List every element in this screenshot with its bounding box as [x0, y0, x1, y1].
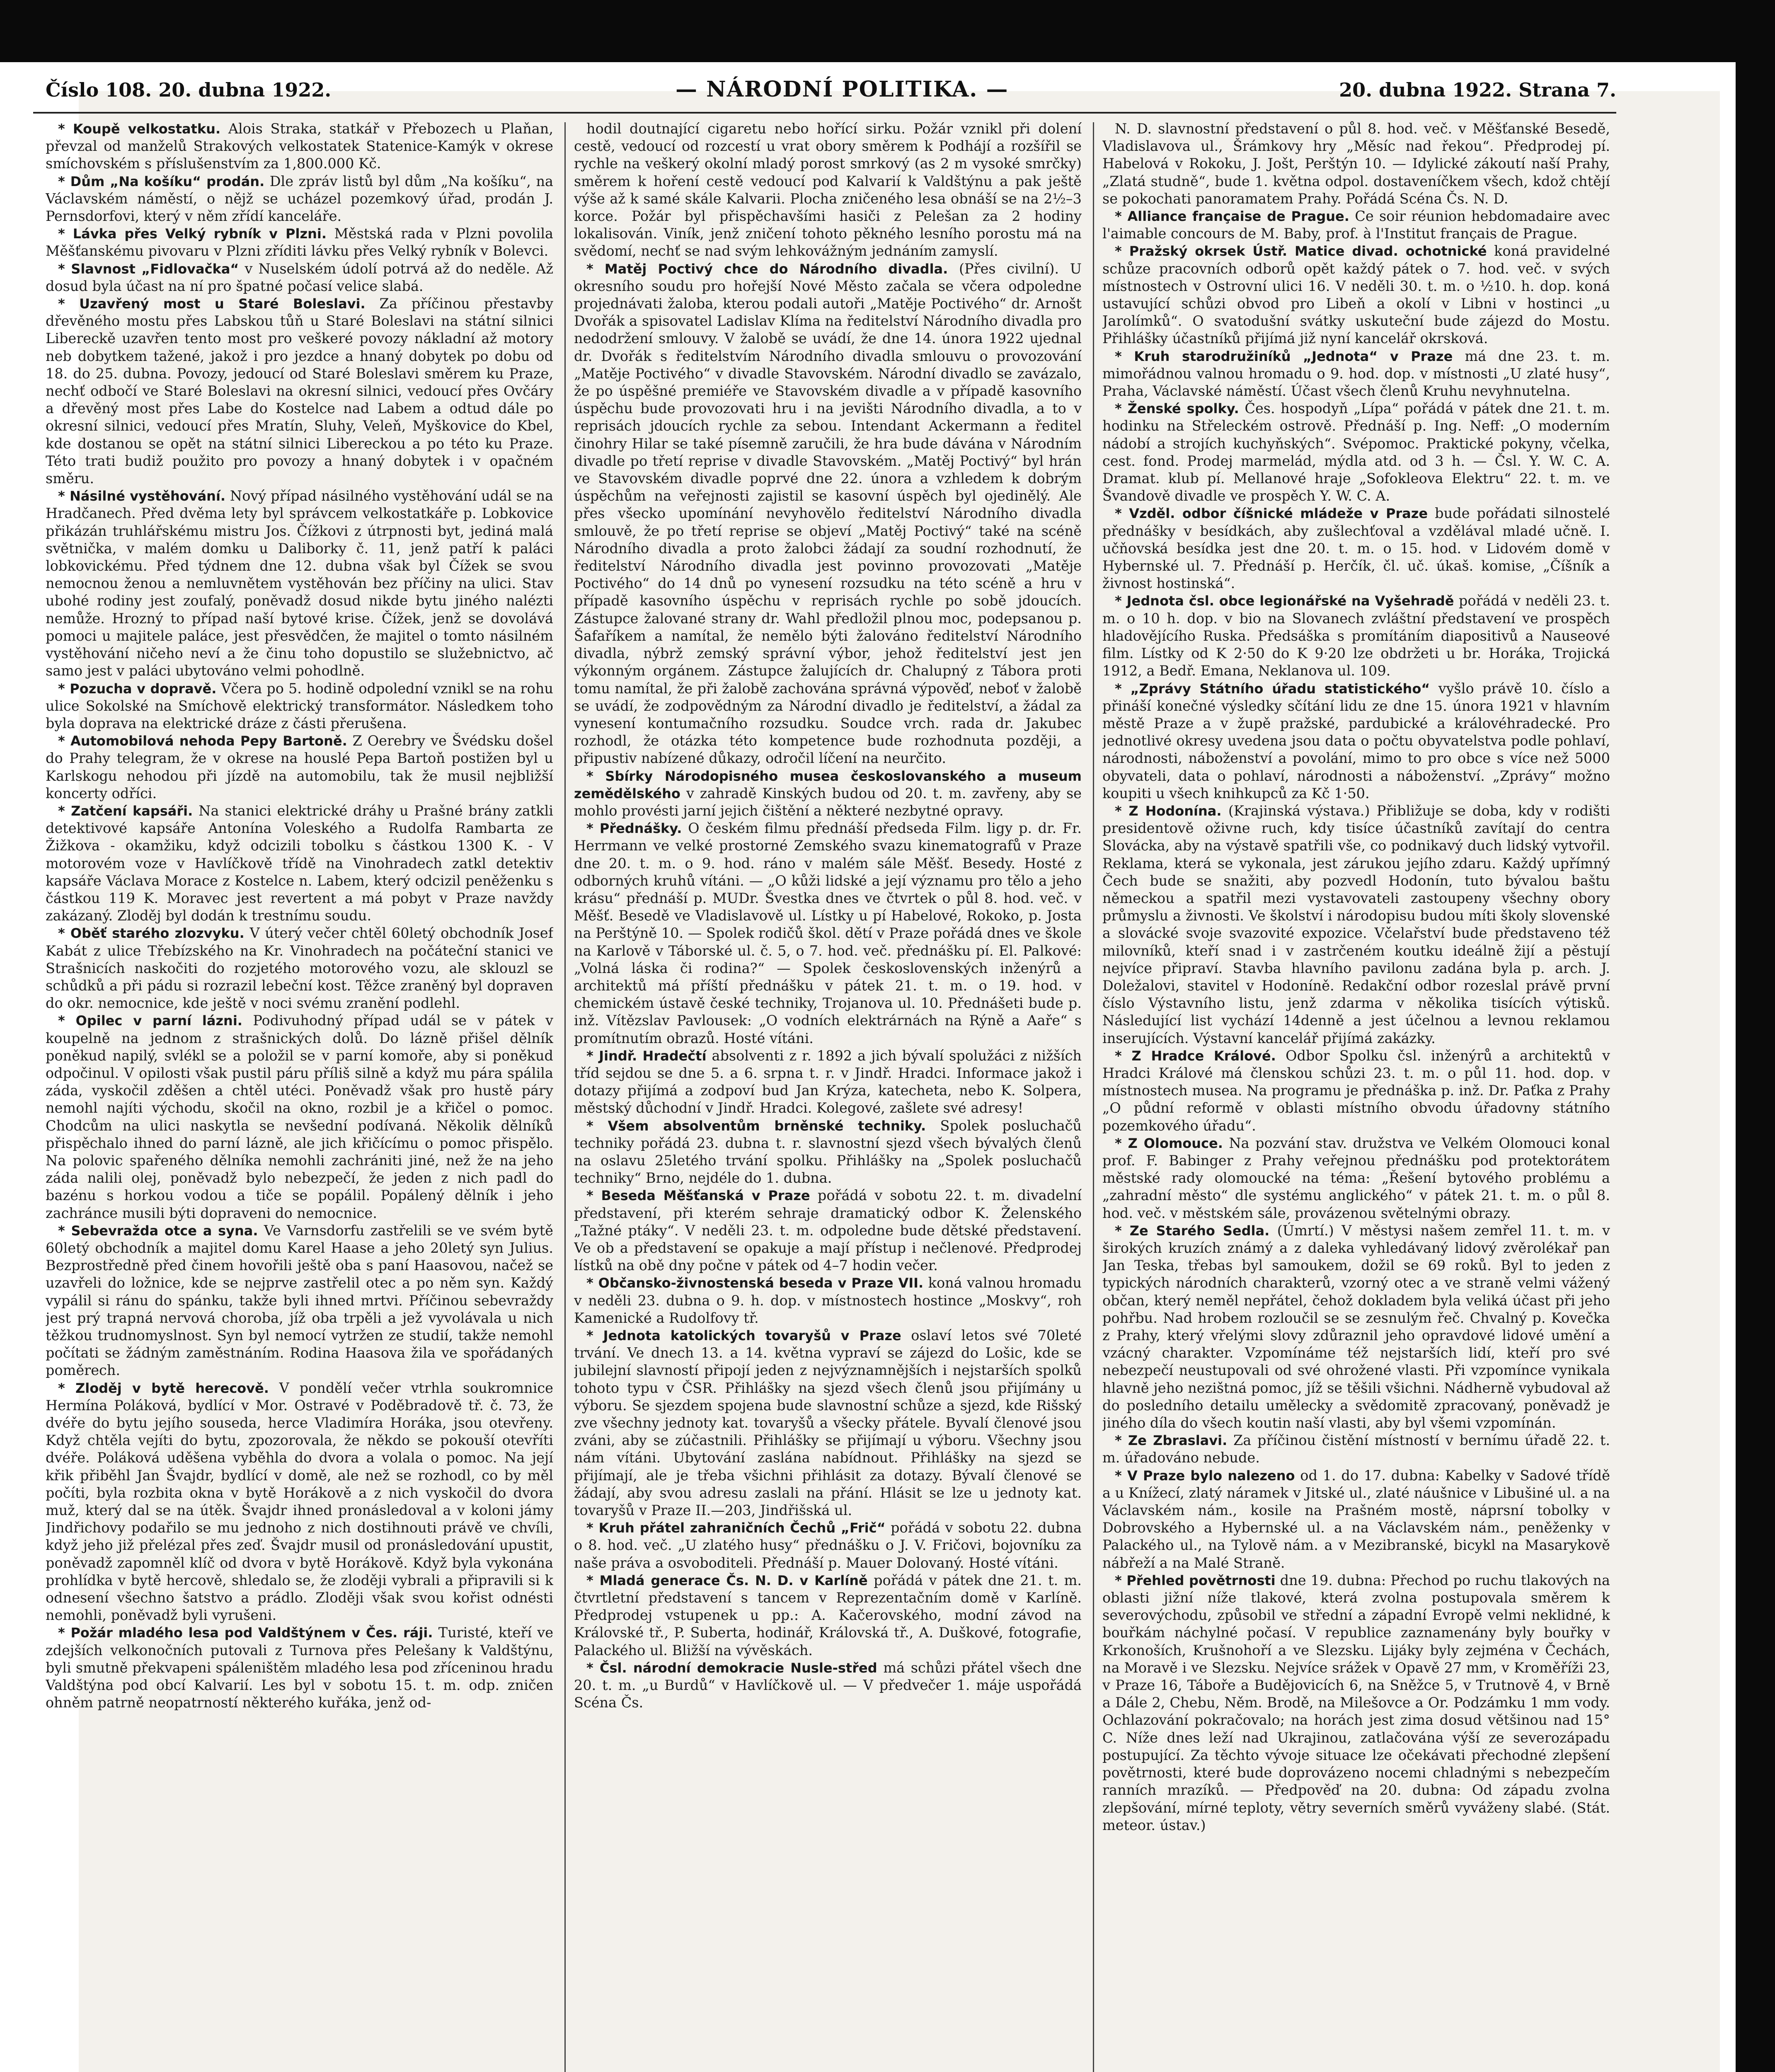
news-item-text: N. D. slavnostní představení o půl 8. hod. več. v Měšťanské Besedě, Vladislavova ul., Šrámkovy hry „Měsíc nad řekou“. Předprodej pí. Habelová v Rokoku, J. Jošt, Perštýn 10. — Idylické zákoutí naší Prahy, „Zlatá studně“, bude 1. května odpol. dostaveníčkem všech, kdož chtějí se pokochati panoramatem Prahy. Pořádá Scéna Čs. N. D. [1102, 121, 1610, 207]
news-item-headline: * Uzavřený most u Staré Boleslavi. [58, 296, 366, 312]
news-item-headline: * Ženské spolky. [1115, 401, 1239, 417]
news-item [574, 260, 1082, 767]
news-item-text: Podivuhodný případ udál se v pátek v koupelně na jednom z strašnických dolů. Do lázně přišel dělník poněkud napilý, svlékl se a položil se v parní komoře, aby si poněkud odpočinul. V opilosti však pustil páru příliš silně a když mu pára spálila záda, vyskočil zděšen a chtěl utéci. Poněvadž však pro hustě páry nemohl najíti východu, skočil na okno, rozbil je a křičel o pomoc. Chodcům na ulici naskytla se nevšední podívaná. Několik dělníků přispěchalo ihned do parní lázně, ale jich křičícímu o pomoc přispělo. Na polovic spařeného dělníka nemohli zachrániti jiné, než že na jeho záda nalili olej, poněvadž bylo nebezpečí, že jeden z nich padl do bazénu s horkou vodou a tiče se popálil. Popálený dělník i jeho zachránce musili býti dopraveni do nemocnice. [46, 1012, 553, 1221]
news-item [46, 487, 553, 680]
news-item [574, 820, 1082, 1047]
news-item [46, 173, 553, 225]
news-item-headline: * Lávka přes Velký rybník v Plzni. [58, 226, 327, 242]
news-item-headline: * Kruh přátel zahraničních Čechů „Frič“ [586, 1520, 886, 1536]
news-item-headline: * Přednášky. [586, 821, 682, 837]
news-item-headline: * Z Olomouce. [1115, 1135, 1223, 1151]
date-page-number: 20. dubna 1922. Strana 7. [1339, 79, 1616, 101]
news-item-headline: * V Praze bylo nalezeno [1115, 1467, 1295, 1484]
news-item-text: Nový případ násilného vystěhování udál se na Hradčanech. Před dvěma lety byl správcem velkostatkáře p. Lobkovice přikázán truhlářskému mistru Jos. Čížkovi z útrpnosti byt, jediná malá světnička, v malém domku u Daliborky č. 11, jenž patří k paláci lobkovickému. Před týdnem dne 12. dubna však byl Čížek se svou nemocnou ženou a nemluvnětem vystěhován bez příčiny na ulici. Stav ubohé rodiny jest zoufalý, poněvadž dosud nikde bytu jiného nalézti nemůže. Hrozný to případ naší bytové krise. Čížek, jenž se dovolává pomoci u majitele paláce, jest přesvědčen, že majitel o tomto násilném vystěhování ničeho neví a že činu toho dopustilo se služebnictvo, ač samo jest v paláci ubytováno velmi pohodlně. [46, 488, 553, 679]
news-item [46, 1624, 553, 1711]
news-item [1102, 505, 1610, 592]
news-item-headline: * Beseda Měšťanská v Praze [586, 1188, 810, 1204]
news-item-headline: * Občansko-živnostenská beseda v Praze VII. [586, 1275, 924, 1291]
news-item-headline: * Sebevražda otce a syna. [58, 1222, 258, 1239]
news-item-text: (Úmrtí.) V městysi našem zemřel 11. t. m. v širokých kruzích známý a z daleka vyhledávaný lidový zvěrolékař pan Jan Teska, třebas byl samoukem, dožil se 69 roků. Byl to jeden z typických národních charakterů, vzorný otec a ve straně velmi vážený občan, který neměl nepřátel, čehož dokladem byla veliká účast při jeho pohřbu. Nad hrobem rozloučil se se zesnulým řeč. Chvalný p. Kovečka z Prahy, který vřelými slovy zdůraznil jeho opravdové lidové umění a vzácný charakter. Vzpomínáme též nejstarších lidí, kteří pro své nebezpečí neustupovali od své ohrožené vlasti. Při vzpomínce vynikala hlavně jeho nezištná pomoc, jíž se těšili všichni. Nádherně vybudoval až do posledního detailu umělecky a svědomitě zpracovaný, poněvadž je jiného díla do všech koutin naší vlasti, aby byl všemi vzpomínán. [1102, 1222, 1610, 1431]
news-item [1102, 348, 1610, 400]
news-item-text: má schůzi přátel všech dne 20. t. m. „u Burdů“ v Havlíčkově ul. — V předvečer 1. máje uspořádá Scéna Čs. [574, 1659, 1082, 1711]
news-item [1102, 1432, 1610, 1467]
news-item-text: Za příčinou čistění místností v bernímu úřadě 22. t. m. úřadováno nebude. [1102, 1432, 1610, 1466]
news-item [46, 260, 553, 295]
news-item-headline: * Slavnost „Fidlovačka“ [58, 261, 239, 277]
news-item [1102, 400, 1610, 505]
news-item-headline: * Oběť starého zlozvyku. [58, 925, 245, 942]
news-item [1102, 120, 1610, 208]
news-item-headline: * Zatčení kapsáři. [58, 803, 193, 819]
news-item-text: Spolek posluchačů techniky pořádá 23. dubna t. r. slavnostní sjezd všech bývalých členů na oslavu 25letého trvání spolku. Přihlášky na „Spolek posluchačů techniky“ Brno, nejdéle do 1. dubna. [574, 1117, 1082, 1186]
news-item [1102, 1135, 1610, 1222]
news-item-text: pořádá v pátek dne 21. t. m. čtvrtletní představení s tancem v Reprezentačním domě v Karlíně. Předprodej vstupenek u pp.: A. Kačerovského, modní závod na Královské tř., P. Suberta, hodinář, Královská tř., A. Duškové, fotografie, Palackého ul. Bližší na vývěskách. [574, 1572, 1082, 1658]
news-item-headline: * Ze Zbraslavi. [1115, 1433, 1228, 1449]
news-item-headline: * Všem absolventům brněnské techniky. [586, 1118, 926, 1134]
news-item-text: Čes. hospodyň „Lípa“ pořádá v pátek dne 21. t. m. hodinku na Střeleckém ostrově. Přednáší p. Ing. Neff: „O moderním nádobí a strojích kuchyňských“. Svépomoc. Praktické pokyny, včelka, cest. fond. Prodej marmelád, mýdla atd. od 3 h. — Čsl. Y. W. C. A. Dramat. klub pí. Mellanové hraje „Sofokleova Elektru“ 22. t. m. ve Švandově divadle ve prospěch Y. W. C. A. [1102, 400, 1610, 504]
news-item [574, 1274, 1082, 1327]
news-item-headline: * Kruh starodružiníků „Jednota“ v Praze [1115, 348, 1453, 364]
news-item-headline: * Z Hodonína. [1115, 803, 1222, 819]
news-item [574, 1572, 1082, 1659]
column-2 [574, 120, 1082, 2072]
column-divider [564, 122, 566, 2072]
news-item-text: (Přes civilní). U okresního soudu pro hořejší Nové Město začala se včera odpoledne projednávati žaloba, kterou podali autoři „Matěje Poctivého“ dr. Arnošt Dvořák a spisovatel Ladislav Klíma na ředitelství Národního divadla pro nedodržení smlouvy. V žalobě se uvádí, že dne 14. února 1922 ujednal dr. Dvořák s ředitelstvím Národního divadla smlouvu o provozování „Matěje Poctivého“ v divadle Stavovském. Národní divadlo se zavázalo, že po úspěšné premiéře ve Stavovském divadle a v případě kasovního úspěchu bude provozovati hru i na jevišti Národního divadla, a to v reprisách jdoucích rychle za sebou. Intendant Ackermann a ředitel činohry Hilar se také písemně zaručili, že hra bude dávána v Národním divadle po třetí reprise v divadle Stavovském. „Matěj Poctivý“ byl hrán ve Stavovském divadle poprvé dne 22. února a vzhledem k dobrým úspěchům na veřejnosti zajistil se kasovní úspěch byl ojedinělý. Ale přes všecko upomínání nevyhovělo ředitelství Národního divadla smlouvě, že po třetí reprise se objeví „Matěj Poctivý“ také na scéně Národního divadla a proto žalobci žádají za soudní rozhodnutí, že ředitelství Národního divadla jest povinno provozovati „Matěje Poctivého“ do 14 dnů po vynesení rozsudku na této scéně a hru v případě kasovního úspěchu v reprisách rychle po sobě jdoucích. Zástupce žalované strany dr. Wahl předložil plnou moc, podepsanou p. Šafaříkem a namítal, že nemělo býti žalováno ředitelství Národního divadla, nýbrž zemský správní výbor, jehož ředitelství jest jen výkonným orgánem. Zástupce žalujících dr. Chalupný z Tábora proti tomu namítal, že při žalobě zachována správná výpověď, neboť v žalobě se uvádí, že zodpovědným za Národní divadlo je ředitelství, a žádal za vynesení kontumačního rozsudku. Soudce vrch. rada dr. Jakubec rozhodl, že otázka této kompetence bude rozhodnuta později, a připustiv nabízené důkazy, odročil líčení na neurčito. [574, 260, 1082, 767]
news-item-text: v zahradě Kinských budou od 20. t. m. zavřeny, aby se mohlo provésti jarní jejich čištění a některé nezbytné opravy. [574, 785, 1082, 819]
news-item [1102, 592, 1610, 680]
news-item [1102, 680, 1610, 802]
news-item-headline: * Jednota čsl. obce legionářské na Vyšehradě [1115, 593, 1454, 609]
news-item-text: Za příčinou přestavby dřevěného mostu přes Labskou tůň u Staré Boleslavi na státní silnici Libereckě uzavřen tento most pro veškeré povozy nákladní až motory neb dobytkem tažené, jakož i pro jezdce a hnaný dobytek po dobu od 18. do 25. dubna. Povozy, jedoucí od Staré Boleslavi směrem ku Praze, nechť odbočí ve Staré Boleslavi na okresní silnici, vedoucí přes Ovčáry a dřevěný most přes Labe do Kostelce nad Labem a odtud dále po okresní silnici, vedoucí přes Mratín, Sluhy, Veleň, Myškovice do Kbel, kde dostanou se opět na státní silnici Libereckou a po této ku Praze. Této trati budiž použito pro povozy a hnaný dobytek i v opačném směru. [46, 295, 553, 487]
news-item [574, 1659, 1082, 1712]
news-item-text: vyšlo právě 10. číslo a přináší konečné výsledky sčítání lidu ze dne 15. února 1921 v hlavním městě Praze a v župě pražské, pardubické a královéhradecké. Pro jednotlivé okresy uvedena jsou data o počtu obyvatelstva podle pohlaví, národnosti, náboženství a povolání, mimo to pro obce s více než 5000 obyvateli, data o pohlaví, národnosti a náboženství. „Zprávy“ možno koupiti u všech knihkupců za Kč 1·50. [1102, 680, 1610, 801]
news-item-headline: * Dům „Na košíku“ prodán. [58, 173, 265, 189]
news-item-text: Na pozvání stav. družstva ve Velkém Olomouci konal prof. F. Babinger z Prahy veřejnou přednášku pod protektorátem městské rady olomoucké na téma: „Řešení bytového problému a „zahradní město“ dle systému anglického“ v pátek 21. t. m. o půl 8. hod. več. v městském sále, provázenou světelnými obrazy. [1102, 1135, 1610, 1221]
news-item-text: v Nuselském údolí potrvá až do neděle. Až dosud byla účast na ní pro špatné počasí velice slabá. [46, 260, 553, 294]
news-item [574, 1187, 1082, 1274]
news-item-text: dne 19. dubna: Přechod po ruchu tlakových na oblasti jižní níže tlakové, která zvolna postupovala směrem k severovýchodu, způsobil ve střední a západní Evropě velmi neklidné, k bouřkám náchylné počasí. V republice zaznamenány byly bouřky v Krkonoších, Krušnohoří a ve Slezsku. Lijáky byly zejména v Čechách, na Moravě i ve Slezsku. Nejvíce srážek v Opavě 27 mm, v Kroměříži 23, v Praze 16, Táboře a Budějovicích 6, na Sněžce 5, v Trutnově 4, v Brně a Dále 2, Chebu, Něm. Brodě, na Milešovce a Or. Podzámku 1 mm vody. Ochlazování pokračovalo; na horách jest zima dosud většinou nad 15° C. Níže dnes leží nad Ukrajinou, zatlačována výší ze severozápadu postupující. Za těchto vývoje situace lze očekávati přechodné zlepšení povětrnosti, které bude doprovázeno nocemi chladnými s nebezpečím ranních mrazíků. — Předpověď na 20. dubna: Od západu zvolna zlepšování, mírné teploty, větry severních směrů vyváženy slabé. (Stát. meteor. ústav.) [1102, 1572, 1610, 1833]
news-item-text: Ve Varnsdorfu zastřelili se ve svém bytě 60letý obchodník a majitel domu Karel Haase a jeho 20letý syn Julius. Bezprostředně před činem hovořili ještě oba s paní Haasovou, načež se uzavřeli do ložnice, kde se nejprve zastřelil otec a po něm syn. Každý vypálil si ránu do spánku, takže byli ihned mrtvi. Příčinou sebevraždy jest prý trapná nervová choroba, jíž oba trpěli a jež vyvolávala u nich těžkou trudnomyslnost. Syn byl nemocí vytržen ze studií, takže nemohl počítati se žádným zaměstnáním. Rodina Haasova žila ve spořádaných poměrech. [46, 1222, 553, 1379]
news-item-text: koná valnou hromadu v neděli 23. dubna o 9. h. dop. v místnostech hostince „Moskvy“, roh Kamenické a Rudolfovy tř. [574, 1275, 1082, 1326]
news-item [574, 1117, 1082, 1187]
news-item-headline: * Čsl. národní demokracie Nusle-střed [586, 1660, 877, 1676]
column-1 [46, 120, 553, 2072]
news-item-text: Odbor Spolku čsl. inženýrů a architektů v Hradci Králové má členskou schůzi 23. t. m. o půl 11. hod. dop. v místnostech musea. Na programu je přednáška p. inž. Dr. Paťka z Prahy „O půdní reformě v oblasti místního obvodu úřadovny státního pozemkového úřadu“. [1102, 1047, 1610, 1134]
news-item [574, 120, 1082, 260]
news-item-headline: * Koupě velkostatku. [58, 121, 221, 137]
news-item-headline: * Zloděj v bytě herecově. [58, 1380, 269, 1396]
news-item-text: Ce soir réunion hebdomadaire avec l'aimable concours de M. Baby, prof. à l'Institut français de Prague. [1102, 208, 1610, 242]
news-item-text: oslaví letos své 70leté trvání. Ve dnech 13. a 14. května vypraví se zájezd do Lošic, kde se jubilejní slavností připojí jeden z nejvýznamnějších i nejstarších spolků tohoto typu v ČSR. Přihlášky na sjezd všech členů jsou přijímány u výboru. Se sjezdem spojena bude slavnostní schůze a sjezd, kde Rišský zve všechny jednoty kat. tovaryšů a všecky přátele. Byvalí členové jsou zváni, aby se zúčastnili. Přihlášky se přijímají u výboru. Všechny jsou nám vítáni. Ubytování zaslána nabídnout. Přihlášky na sjezd se přijímají, ale je třeba všichni přihlásit za dotazy. Bývalí členové se žádají, aby svou adresu zaslali na přání. Hlásit se lze u jednoty kat. tovaryšů v Praze II.—203, Jindřišská ul. [574, 1327, 1082, 1519]
news-item-headline: * Z Hradce Králové. [1115, 1048, 1276, 1064]
news-item-text: bude pořádati silnostelé přednášky v besídkách, aby zušlechťoval a vzdělával mladé učně. I. učňovská besídka jest dne 20. t. m. o 15. hod. v Lidovém domě v Hybernské ul. 7. Přednáší p. Herčík, čl. uč. úkaš. komise, „Číšník a živnost hostinská“. [1102, 505, 1610, 592]
news-item-text: Alois Straka, statkář v Přebozech u Plaňan, převzal od manželů Strakových velkostatek Statenice-Kamýk v okrese smíchovském s příslušenstvím za 1,800.000 Kč. [46, 121, 553, 172]
column-divider [1093, 122, 1094, 2072]
news-item-text: má dne 23. t. m. mimořádnou valnou hromadu o 9. hod. dop. v místnosti „U zlaté husy“, Praha, Václavské náměstí. Účast všech členů Kruhu nevyhnutelna. [1102, 348, 1610, 399]
news-item-headline: * Sbírky Národopisného musea českoslovanského a museum zemědělského [574, 768, 1082, 801]
news-item-headline: * Vzděl. odbor číšnické mládeže v Praze [1115, 506, 1428, 522]
news-item [46, 732, 553, 802]
news-item-headline: * Násilné vystěhování. [58, 488, 226, 504]
news-item [574, 767, 1082, 820]
news-item-headline: * „Zprávy Státního úřadu statistického“ [1115, 680, 1430, 697]
news-item [1102, 1572, 1610, 1834]
news-item [46, 1012, 553, 1222]
scan-border-right [1736, 0, 1775, 2072]
news-item-text: hodil doutnající cigaretu nebo hořící sirku. Požár vznikl při dolení cestě, vedoucí od rozcestí u vrat obory směrem k Podhájí a rozšířil se rychle na veškerý okolní mladý porost smrkový (as 2 m vysoké smrčky) směrem k hoření cestě vedoucí pod Kalvarií k Valdštýnu a pak ještě výše až k samé skále Kalvarii. Plocha zničeného lesa obnáší se na 2½–3 korce. Požár byl přispěchavšími hasiči z Pelešan za 2 hodiny lokalisován. Viník, jenž zničení tohoto pěkného lesního porostu má na svědomí, nechť se nad svým lehkovážným jednáním zamyslí. [574, 121, 1082, 259]
news-item [574, 1519, 1082, 1572]
news-item-text: V úterý večer chtěl 60letý obchodník Josef Kabát z ulice Třebízského na Kr. Vinohradech na počáteční stanici ve Strašnicích naskočiti do rozjetého motorového vozu, ale sklouzl se schůdků a při pádu si rozrazil lebeční kost. Těžce zraněný byl dopraven do okr. nemocnice, kde ještě v noci svému zranění podlehl. [46, 925, 553, 1012]
news-item-text: O českém filmu přednáší předseda Film. ligy p. dr. Fr. Herrmann ve velké prostorné Zemského svazu kinematografů v Praze dne 20. t. m. o 9. hod. ráno v malém sále Měšť. Besedy. Hosté z odborných kruhů vítáni. — „O kůži lidské a její významu pro tělo a jeho krásu“ přednáší p. MUDr. Švestka dnes ve čtvrtek o půl 8. hod. več. v Měšť. Besedě ve Vladislavově ul. Lístky u pí Habelové, Rokoko, p. Josta na Perštýně 10. — Spolek rodičů škol. dětí v Praze pořádá dnes ve škole na Karlově v Táborské ul. č. 5, o 7. hod. več. přednášku pí. El. Palkové: „Volná láska či rodina?“ — Spolek československých inženýrů a architektů má příští přednášku v pátek 21. t. m. o 19. hod. v chemickém ústavě české techniky, Trojanova ul. 10. Přednášeti bude p. inž. Vítězslav Pavlousek: „O vodních elektrárnách na Rýně a Aaře“ s promítnutím obrazů. Hosté vítáni. [574, 820, 1082, 1046]
news-item-headline: * Jednota katolických tovaryšů v Praze [586, 1328, 901, 1344]
news-item [46, 680, 553, 733]
page-header [33, 70, 1629, 108]
news-item [46, 1222, 553, 1380]
news-item-text: Včera po 5. hodině odpolední vznikl se na rohu ulice Sokolské na Smíchově elektrický transformátor. Následkem toho byla doprava na elektrické dráze z části přerušena. [46, 680, 553, 731]
news-item [46, 925, 553, 1012]
news-item [46, 1380, 553, 1624]
news-item-text: Na stanici elektrické dráhy u Prašné brány zatkli detektivové kapsáře Antonína Voleského a Rudolfa Rambarta ze Žižkova - okamžiku, když odcizili tobolku s částkou 1300 K. - V motorovém voze v Havlíčkově třídě na Vinohradech zatkl detektiv kapsáře Václava Morace z Kostelce n. Labem, který odcizil peněženku s částkou 119 K. Moravec jest revertent a má pobyt v Praze navždy zakázaný. Zloděj byl dodán k trestnímu soudu. [46, 802, 553, 924]
column-3 [1102, 120, 1610, 2072]
news-item-text: Turisté, kteří ve zdejších velkonočních putovali z Turnova přes Pelešany k Valdštýnu, byli smutně překvapeni spáleništěm mladého lesa pod zříceninou hradu Valdštýna pod obcí Kalvarií. Les byl v sobotu 15. t. m. odp. zničen ohněm patrně neopatrností některého kuřáka, jenž od- [46, 1624, 553, 1711]
masthead-title: — NÁRODNÍ POLITIKA. — [676, 77, 1009, 102]
news-item-headline: * Pozucha v dopravě. [58, 680, 217, 697]
news-item-headline: * Požár mladého lesa pod Valdštýnem v Čes. ráji. [58, 1625, 433, 1641]
news-item-headline: * Alliance française de Prague. [1115, 208, 1349, 225]
news-item [46, 225, 553, 260]
news-item [574, 1047, 1082, 1117]
news-item-text: (Krajinská výstava.) Přibližuje se doba, kdy v rodišti presidentově oživne ruch, kdy tisíce účastníků zavítají do centra Slovácka, aby na výstavě spatřili vše, co podnikavý duch lidský vytvořil. Reklama, která se vykonala, jest zárukou jejího zdaru. Každý upřímný Čech bude se snažiti, aby pozvedl Hodonín, tuto bývalou baštu německou a spatřil mezi vystavovateli zastoupeny všechny obory průmyslu a živnosti. Ve školství i národopisu budou míti školy slovenské a slovácké svoje svazovité expozice. Včelařství bude představeno též milovníků, kteří snad i v zastrčeném koutku ideálně žijí a pěstují nejvíce připraví. Stavba hlavního pavilonu zadána byla p. arch. J. Doležalovi, stavitel v Hodoníně. Redakční odbor rozeslal právě první číslo Výstavního listu, jenž zdarma v několika tisících výtisků. Následující list vychází 14denně a jest účelnou a levnou reklamou inserujících. Výstavní kancelář přijímá zakázky. [1102, 802, 1610, 1046]
news-item [46, 802, 553, 925]
news-item-text: pořádá v sobotu 22. dubna o 8. hod. več. „U zlatého husy“ přednášku o J. V. Fričovi, bojovníku za naše práva a osvoboditeli. Přednáší p. Mauer Dolovaný. Hosté vítáni. [574, 1520, 1082, 1571]
news-item-text: od 1. do 17. dubna: Kabelky v Sadové třídě a u Knížecí, zlatý náramek v Jitské ul., zlaté náušnice v Libušiné ul. a na Václavském nám., kosile na Prašném mostě, náprsní tobolky v Dobrovského a Hybernské ul. a na Václavském nám., peněženky v Palackého ul., na Tylově nám. a v Mezibranské, bicykl na Masarykově nábřeží a na Malé Straně. [1102, 1467, 1610, 1571]
news-item-headline: * Pražský okrsek Ústř. Matice divad. ochotnické [1115, 243, 1487, 259]
news-item-headline: * Ze Starého Sedla. [1115, 1222, 1270, 1239]
news-item-headline: * Matěj Poctivý chce do Národního divadla. [586, 261, 948, 277]
news-item [1102, 242, 1610, 347]
news-item-headline: * Jindř. Hradečtí [586, 1048, 707, 1064]
header-rule [33, 112, 1616, 114]
news-item [1102, 1222, 1610, 1432]
news-item [46, 295, 553, 487]
scan-border-top [0, 0, 1775, 62]
news-item-headline: * Mladá generace Čs. N. D. v Karlíně [586, 1572, 868, 1588]
news-item-text: pořádá v neděli 23. t. m. o 10 h. dop. v bio na Slovanech zvláštní představení ve prospěch hladovějícího Ruska. Předsáška s promítáním diapositivů a Nauseové film. Lístky od K 2·50 do K 9·20 lze obdržeti u br. Horáka, Trojická 1912, a Bedř. Emana, Neklanova ul. 109. [1102, 593, 1610, 679]
news-item-text: koná pravidelné schůze pracovních odborů opět každý pátek o 7. hod. več. v svých místnostech v Ostrovní ulici 16. V neděli 30. t. m. o ½10. h. dop. koná ustavující schůzi obvod pro Libeň a okolí v Libni v hostinci „u Jarolímků“. O svatodušní svátky uskuteční bude zájezd do Mostu. Přihlášky účastníků přijímá již nyní kancelář okrsková. [1102, 243, 1610, 347]
news-item-text: pořádá v sobotu 22. t. m. divadelní představení, při kterém sehraje dramatický odbor K. Želenského „Tažné ptáky“. V neděli 23. t. m. odpoledne bude dětské představení. Ve ob a představení se opakuje a mají přístup i nečlenové. Předprodej lístků na obě dny počne v pátek od 4–7 hodin večer. [574, 1187, 1082, 1274]
news-item [1102, 208, 1610, 242]
news-item [1102, 1467, 1610, 1572]
news-item [1102, 1047, 1610, 1135]
news-item-headline: * Automobilová nehoda Pepy Bartoně. [58, 733, 347, 749]
news-item-text: V pondělí večer vtrhla soukromnice Hermína Poláková, bydlící v Mor. Ostravé v Poděbradově tř. č. 73, že dvéře do bytu jejího souseda, herce Vladimíra Horáka, jsou otevřeny. Když chtěla vejíti do bytu, zpozorovala, že někdo se pokouší otevříti dvéře. Poláková uděšena vyběhla do dvora a volala o pomoc. Na její křik přiběhl Jan Švajdr, bydlící v domě, ale než se rozhodl, co by měl počíti, byla rozbita okna v bytě Horákově a z nich vyskočil do dvora muž, který dal se na útěk. Švajdr ihned pronásledoval a v koloni jámy Jindřichovy podařilo se mu jednoho z nich dostihnouti právě ve chvíli, když jeho již přelézal přes zeď. Švajdr musil od pronásledování upustit, poněvadž zapomněl klíč od dvora v bytě Horákově. Když byla vykonána prohlídka v bytě hercově, shledalo se, že zloději vybrali a připravili si k odnesení všechno šatstvo a prádlo. Zloději však svou kořist odnésti nemohli, poněvadž byli vyrušeni. [46, 1380, 553, 1624]
issue-number-date: Číslo 108. 20. dubna 1922. [46, 79, 332, 101]
news-item-headline: * Přehled povětrnosti [1115, 1572, 1276, 1588]
news-item-text: absolventi z r. 1892 a jich bývalí spolužáci z nižších tříd sejdou se dne 5. a 6. srpna t. r. v Jindř. Hradci. Informace jakož i dotazy přijímá a zodpoví bud Jan Krýza, katecheta, nebo K. Solpera, městský důchodní v Jindř. Hradci. Kolegové, zašlete své adresy! [574, 1047, 1082, 1116]
news-item [1102, 802, 1610, 1047]
news-item-text: Z Oerebry ve Švédsku došel do Prahy telegram, že v okrese na houslé Pepa Bartoň postižen byl u Karlskogu nehodou při jízdě na automobilu, tak že musil nejbližší koncerty odříci. [46, 733, 553, 801]
news-item-text: Městská rada v Plzni povolila Měšťanskému pivovaru v Plzni zříditi lávku přes Velký rybník v Bolevci. [46, 225, 553, 259]
news-item [574, 1327, 1082, 1519]
news-item-text: Dle zpráv listů byl dům „Na košíku“, na Václavském náměstí, o nějž se ucházel pozemkový úřad, prodán J. Pernsdorfovi, který v něm zřídí kanceláře. [46, 173, 553, 225]
news-item [46, 120, 553, 173]
news-item-headline: * Opilec v parní lázni. [58, 1013, 242, 1029]
